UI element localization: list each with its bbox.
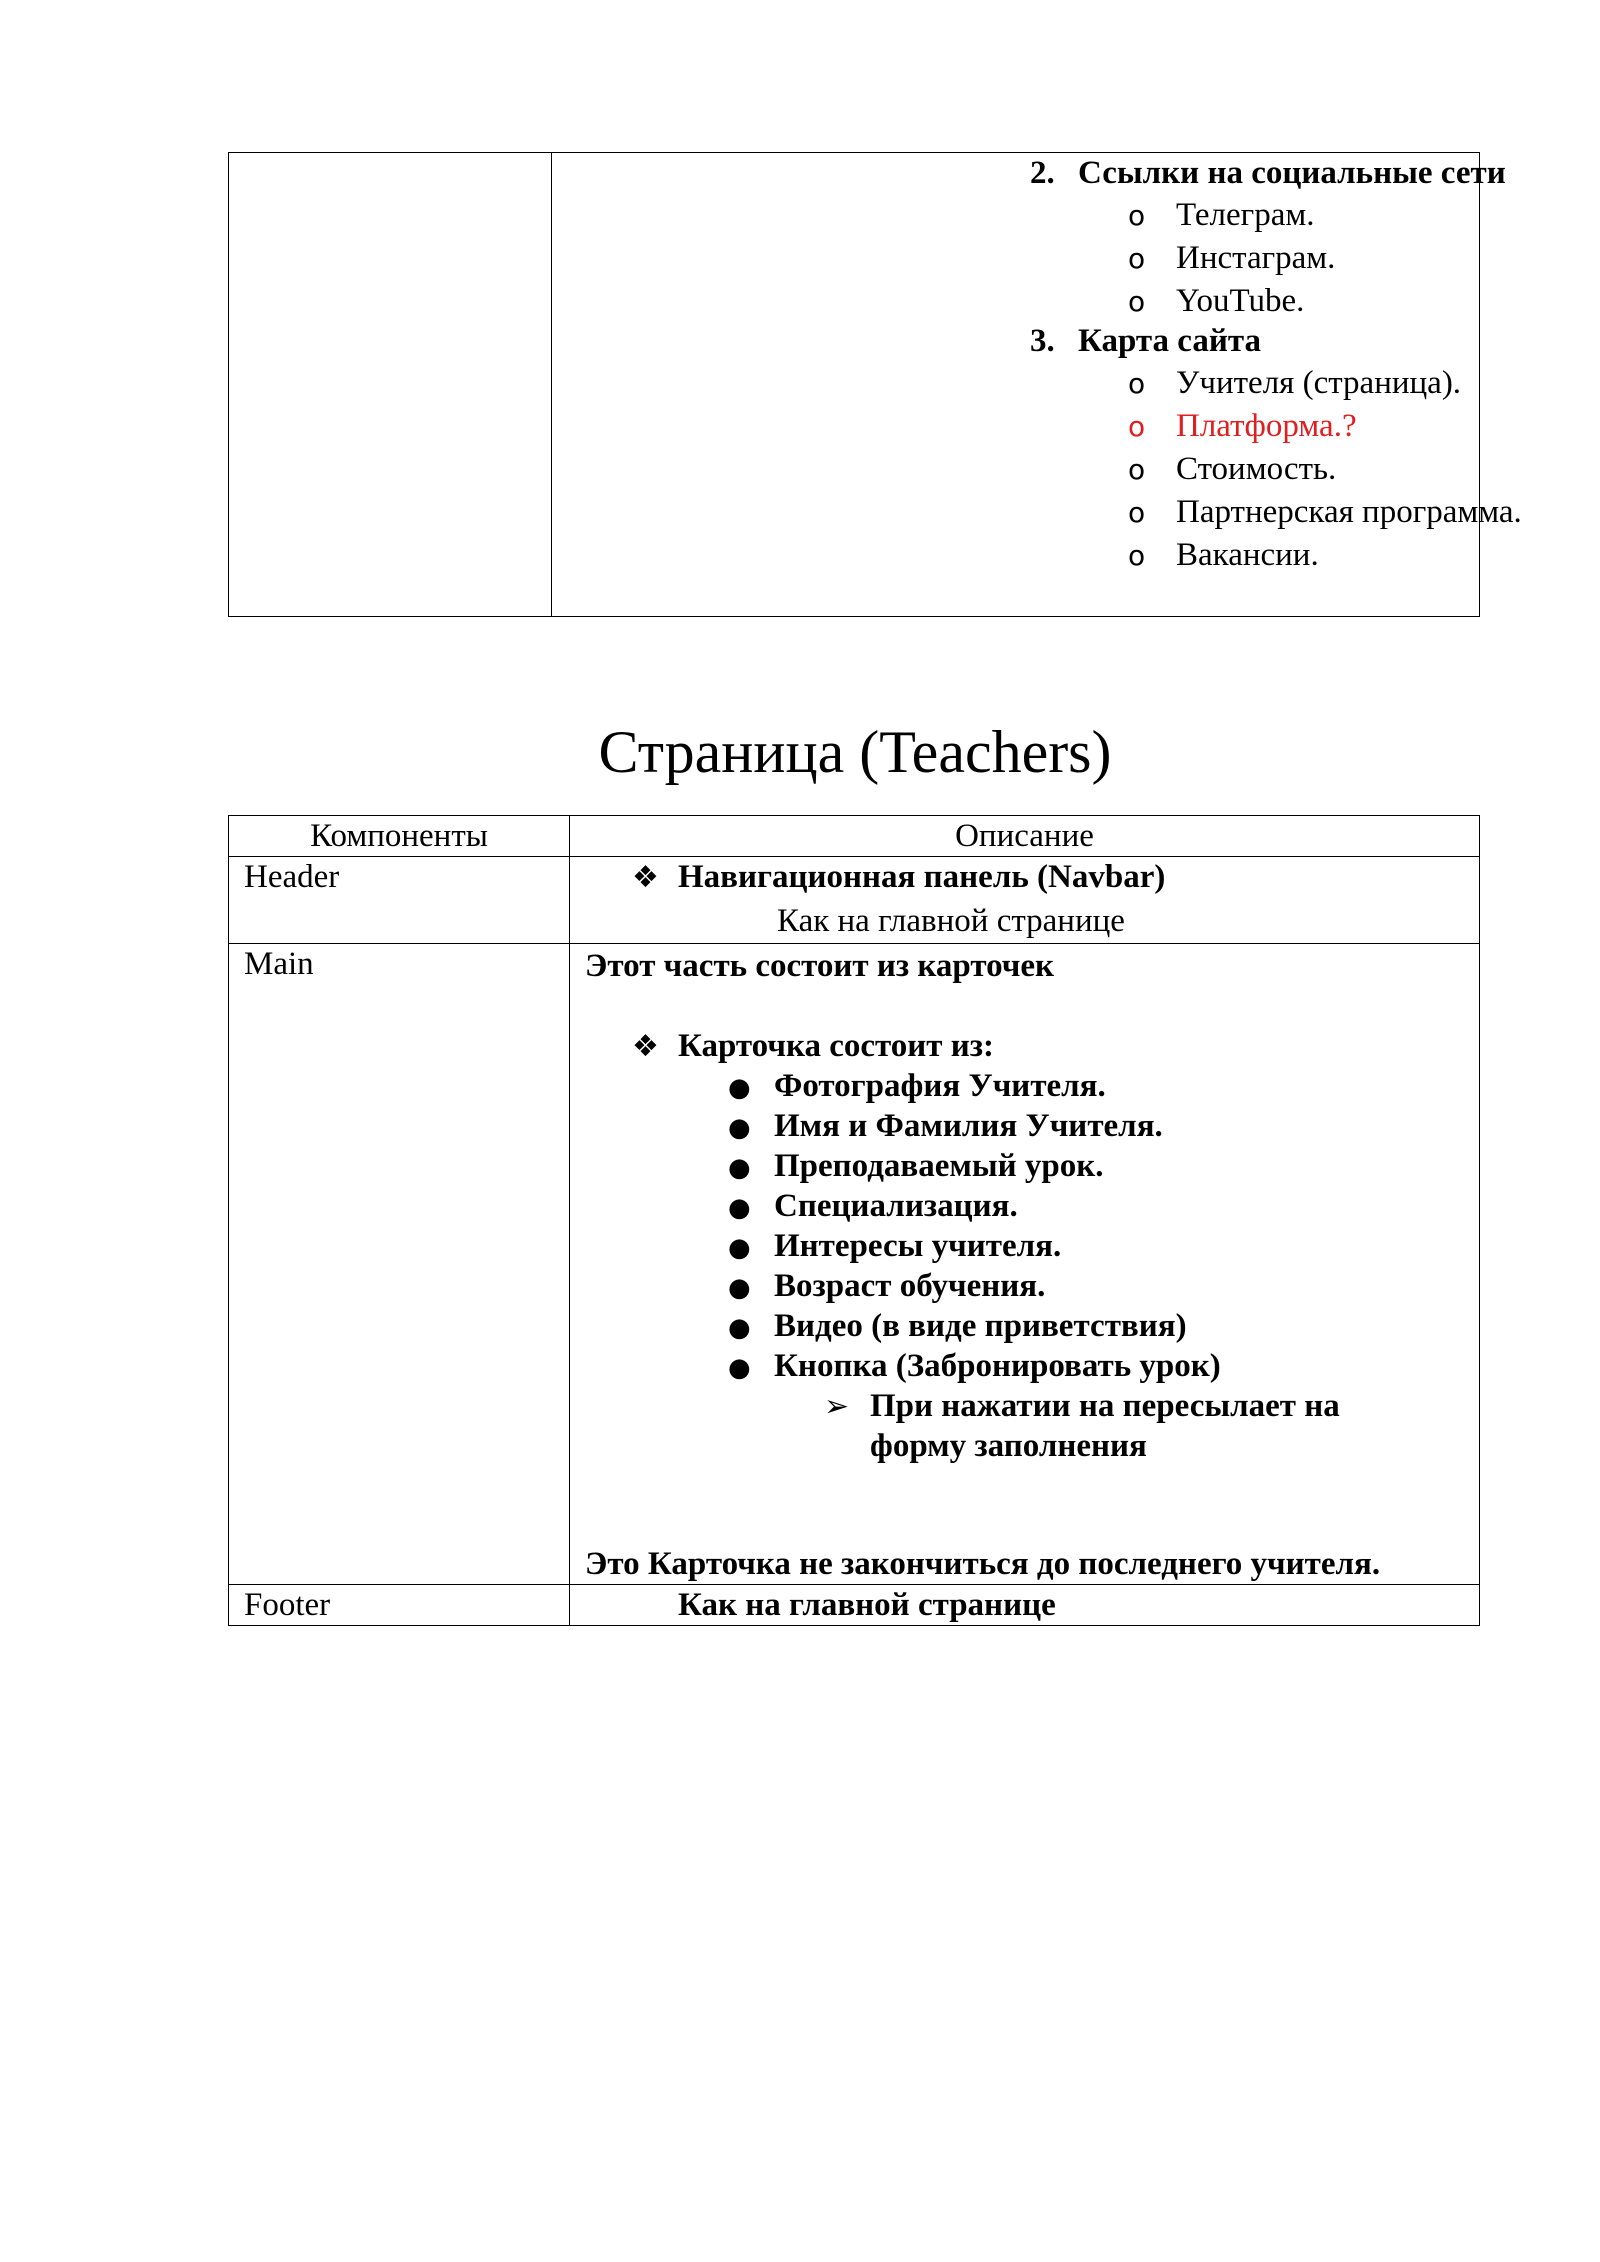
row-label-footer: Footer: [229, 1585, 570, 1626]
continuation-table: [228, 152, 1522, 617]
card-item-text: Имя и Фамилия Учителя.: [774, 1108, 1163, 1144]
button-behavior-line: [824, 1386, 1340, 1427]
main-outro: Это Карточка не закончиться до последнего учителя.: [585, 1546, 1381, 1582]
dot-bullet-icon: ●: [728, 1153, 751, 1183]
sub-item: [1128, 238, 1335, 279]
sub-item-text: Платформа.?: [1176, 408, 1357, 444]
navbar-title: Навигационная панель (Navbar): [678, 859, 1166, 895]
sub-item: [1128, 195, 1314, 236]
card-item: [728, 1146, 1104, 1188]
sub-item: [1128, 363, 1461, 404]
sub-item-text: Партнерская программа.: [1176, 494, 1522, 530]
circle-bullet-icon: o: [1128, 496, 1146, 529]
table-row-footer: [229, 1585, 1480, 1626]
column-header-description: Описание: [570, 816, 1480, 857]
sub-item: [1128, 492, 1522, 533]
table-row-main: [229, 944, 1480, 1585]
row-label-header: Header: [229, 857, 570, 944]
dot-bullet-icon: ●: [728, 1233, 751, 1263]
card-item: [728, 1106, 1163, 1148]
table-row-header: [229, 857, 1480, 944]
list-title: Карта сайта: [1078, 323, 1261, 359]
dot-bullet-icon: ●: [728, 1073, 751, 1103]
sub-item-text: YouTube.: [1176, 283, 1305, 319]
card-item-text: Фотография Учителя.: [774, 1068, 1106, 1104]
components-table: [228, 815, 1480, 1626]
card-item-text: Специализация.: [774, 1188, 1018, 1224]
circle-bullet-icon: o: [1128, 242, 1146, 275]
circle-bullet-icon: o: [1128, 453, 1146, 486]
card-item: [728, 1186, 1018, 1228]
list-item-sitemap: [1030, 321, 1261, 361]
card-item: [728, 1306, 1187, 1348]
circle-bullet-icon: o: [1128, 367, 1146, 400]
circle-bullet-icon: o: [1128, 539, 1146, 572]
sub-item-text: Учителя (страница).: [1176, 365, 1462, 401]
sub-item: [1128, 449, 1336, 490]
sub-item: [1128, 281, 1304, 322]
main-description-cell: [570, 944, 1480, 1585]
sub-item: [1128, 535, 1319, 576]
card-item: [728, 1266, 1045, 1308]
navbar-line: [632, 857, 1165, 898]
list-number: 3.: [1030, 323, 1055, 359]
card-item-text: Интересы учителя.: [774, 1228, 1062, 1264]
card-item: [728, 1226, 1061, 1268]
header-note: Как на главной странице: [777, 903, 1125, 939]
arrow-bullet-icon: ➢: [824, 1389, 850, 1424]
list-number: 2.: [1030, 155, 1055, 191]
card-item: [728, 1066, 1106, 1108]
site-links-cell: [552, 153, 1522, 617]
dot-bullet-icon: ●: [728, 1193, 751, 1223]
circle-bullet-icon: o: [1128, 410, 1146, 443]
sub-item-text: Телеграм.: [1176, 197, 1315, 233]
main-intro: Этот часть состоит из карточек: [585, 948, 1055, 984]
empty-cell: [229, 153, 552, 617]
list-item-social: [1030, 153, 1506, 193]
circle-bullet-icon: o: [1128, 285, 1146, 318]
card-item: [728, 1346, 1221, 1388]
card-title: Карточка состоит из:: [678, 1028, 995, 1064]
dot-bullet-icon: ●: [728, 1313, 751, 1343]
list-title: Ссылки на социальные сети: [1078, 155, 1506, 191]
card-title-line: [632, 1026, 994, 1067]
row-label-main: Main: [229, 944, 570, 1585]
card-item-text: Преподаваемый урок.: [774, 1148, 1104, 1184]
page-title: Страница (Teachers): [598, 719, 1112, 785]
card-item-text: Возраст обучения.: [774, 1268, 1046, 1304]
button-behavior-continuation: форму заполнения: [870, 1428, 1147, 1464]
card-item-text: Видео (в виде приветствия): [774, 1308, 1187, 1344]
sub-item-text: Вакансии.: [1176, 537, 1319, 573]
sub-item-text: Инстаграм.: [1176, 240, 1336, 276]
button-behavior-text: При нажатии на пересылает на: [870, 1388, 1340, 1424]
header-description-cell: [570, 857, 1480, 944]
dot-bullet-icon: ●: [728, 1353, 751, 1383]
footer-description-cell: [570, 1585, 1480, 1626]
circle-bullet-icon: o: [1128, 199, 1146, 232]
diamond-bullet-icon: ❖: [632, 1029, 659, 1064]
diamond-bullet-icon: ❖: [632, 860, 659, 895]
footer-note: Как на главной странице: [678, 1587, 1056, 1623]
dot-bullet-icon: ●: [728, 1113, 751, 1143]
dot-bullet-icon: ●: [728, 1273, 751, 1303]
column-header-components: Компоненты: [229, 816, 570, 857]
sub-item-highlighted: [1128, 406, 1357, 447]
card-item-text: Кнопка (Забронировать урок): [774, 1348, 1221, 1384]
sub-item-text: Стоимость.: [1176, 451, 1337, 487]
